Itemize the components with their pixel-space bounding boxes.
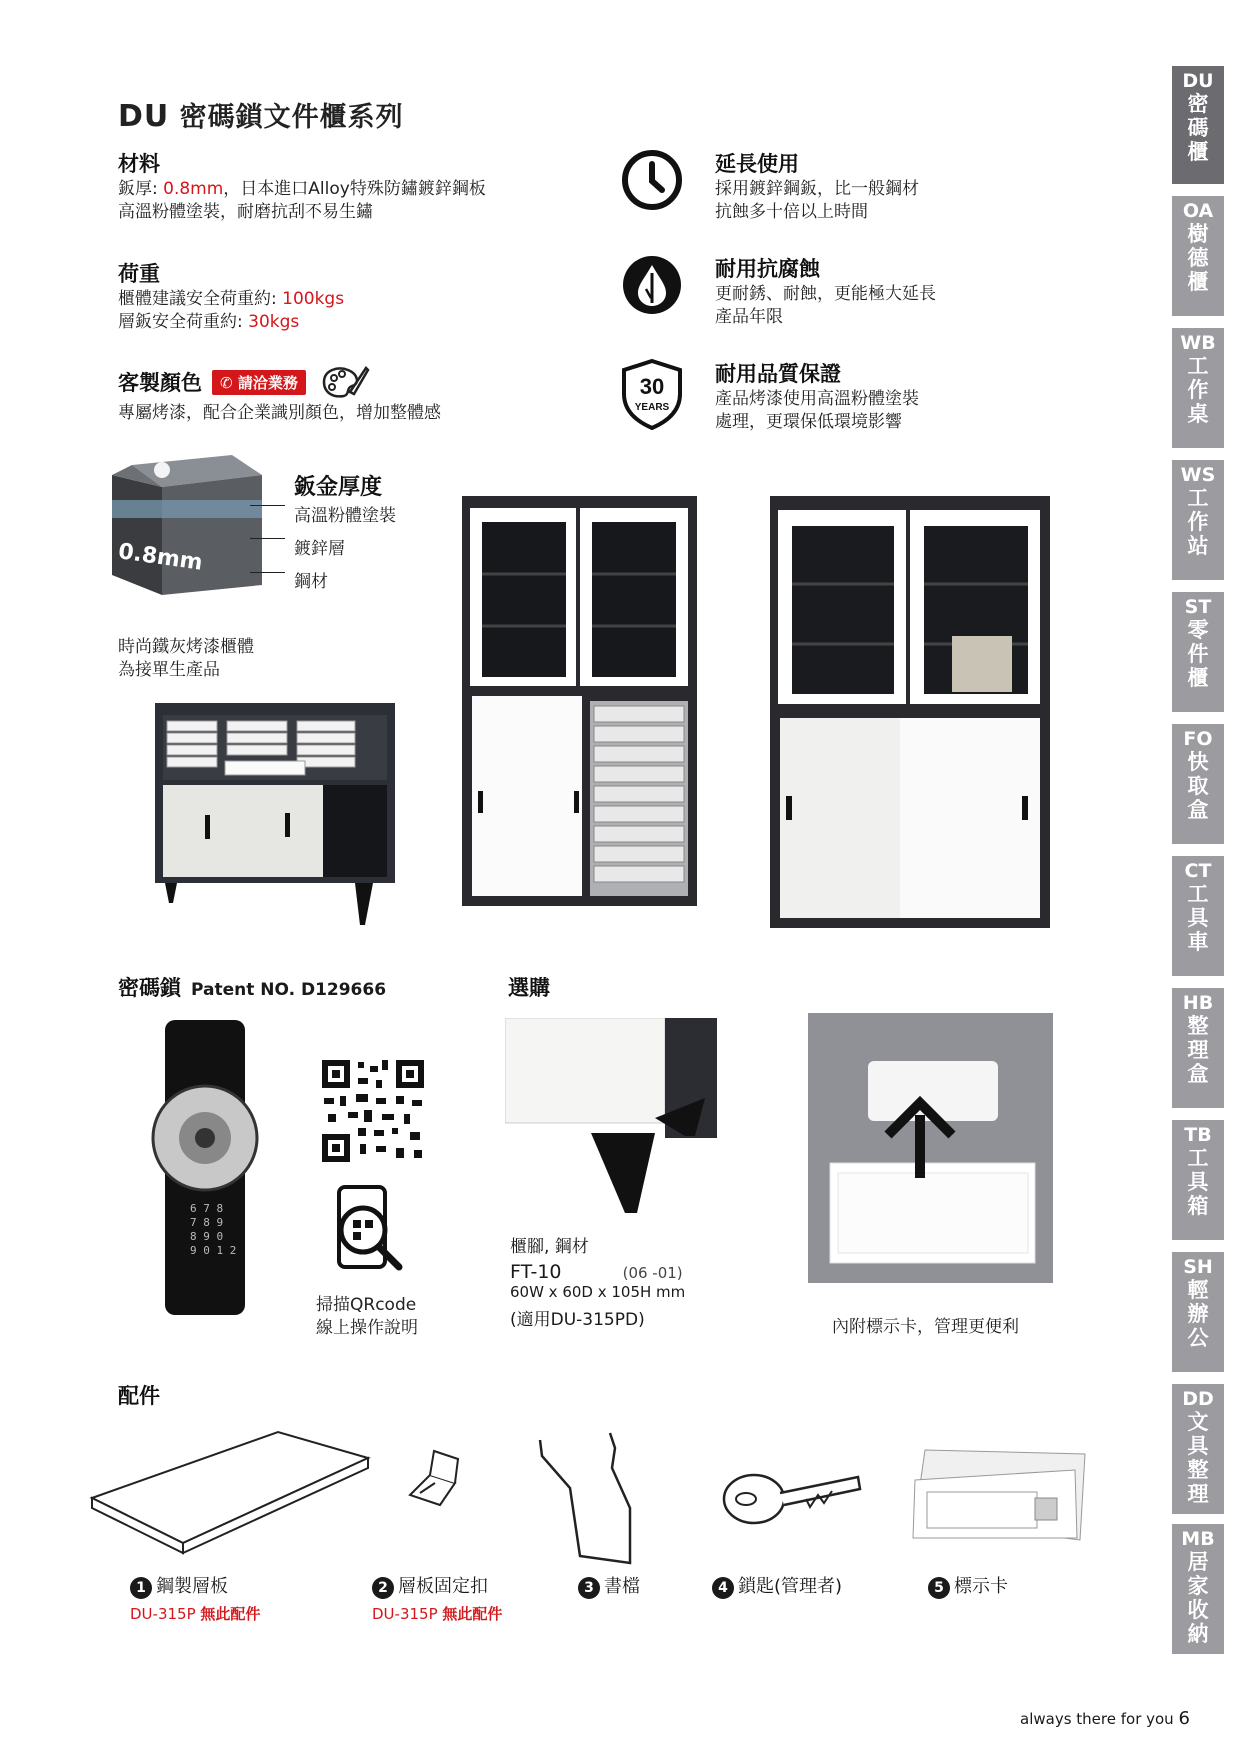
anti-corrosion-icon [620,253,684,317]
sidebar-tab-wb[interactable]: WB 工作桌 [1172,328,1224,448]
cabinet-leg-image [505,1018,720,1213]
material-line2: 高溫粉體塗裝，耐磨抗刮不易生鏽 [118,202,373,222]
material-heading: 材料 [118,152,160,176]
palette-icon [316,362,370,402]
sidebar-tab-fo[interactable]: FO 快取盒 [1172,724,1224,844]
sidebar-tab-dd[interactable]: DD 文具整理 [1172,1384,1224,1514]
leader-line [250,505,285,506]
accessory-item-2: 2 層板固定扣 DU-315P 無此配件 [372,1576,503,1623]
clock-icon [620,148,684,212]
label-card-image [808,1013,1053,1283]
30-years-icon [620,358,684,430]
contact-sales-tag: ✆ 請洽業務 [212,370,306,395]
accessory-item-5: 5 標示卡 [928,1572,1008,1599]
sidebar-tab-hb[interactable]: HB 整理盒 [1172,988,1224,1108]
lock-heading-row: 密碼鎖 Patent NO. D129666 [118,976,387,1000]
thickness-legend: 鈑金厚度 高溫粉體塗裝 鍍鋅層 鋼材 [294,475,396,592]
qr-code[interactable] [320,1058,426,1164]
accessory-item-4: 4 鎖匙(管理者) [712,1572,842,1599]
svg-text:YEARS: YEARS [634,402,670,413]
sidebar-tab-oa[interactable]: OA 樹德櫃 [1172,196,1224,316]
cabinet-low-drawer-image [155,703,400,928]
cabinet-glass-sliding-image [770,496,1055,931]
bookend-illustration [530,1428,670,1568]
sidebar-tab-st[interactable]: ST 零件櫃 [1172,592,1224,712]
scan-qr-icon [325,1185,415,1280]
sidebar-tab-ws[interactable]: WS 工作站 [1172,460,1224,580]
sidebar-tab-sh[interactable]: SH 輕辦公 [1172,1252,1224,1372]
option-heading: 選購 [508,976,550,1000]
patent-number: Patent NO. D129666 [191,980,387,1000]
load-line2: 層鈑安全荷重約: 30kgs [118,312,300,332]
sidebar-tab-ct[interactable]: CT 工具車 [1172,856,1224,976]
label-card-illustration [905,1440,1090,1550]
sidebar-tab-mb[interactable]: MB 居家收納 [1172,1524,1224,1654]
page-title: DU 密碼鎖文件櫃系列 [118,99,404,134]
key-illustration [718,1455,868,1535]
phone-icon: ✆ [220,373,233,392]
sidebar-tab-tb[interactable]: TB 工具箱 [1172,1120,1224,1240]
lock-keypad: 6 7 8 7 8 9 8 9 0 9 0 1 2 [190,1202,237,1257]
accessories-heading: 配件 [118,1384,160,1408]
footer [1020,1708,1190,1729]
load-heading: 荷重 [118,262,160,286]
accessory-item-3: 3 書檔 [578,1572,640,1599]
svg-text:30: 30 [639,374,665,399]
accessory-item-1: 1 鋼製層板 DU-315P 無此配件 [130,1576,261,1623]
load-line1: 櫃體建議安全荷重約: 100kgs [118,289,345,309]
combination-lock-image [150,1020,270,1320]
shelf-clip-illustration [400,1445,470,1520]
cabinet-glass-drawer-image [462,496,702,911]
leader-line [250,572,285,573]
feature-custom-color [118,362,638,425]
page-number: 6 [1178,1708,1190,1729]
material-line1: 鈑厚: 0.8mm，日本進口Alloy特殊防鏽鍍鋅鋼板 [118,179,486,199]
sheet-metal-layers-illustration [112,445,272,605]
qr-caption: 掃描QRcode 線上操作說明 [316,1295,418,1338]
custom-color-heading: 客製顏色 [118,371,202,395]
feature-load [118,258,638,334]
leg-spec: 櫃腳, 鋼材 FT-10 (06 -01) 60W x 60D x 105H mm (適用DU-315PD) [510,1237,686,1330]
feature-material [118,148,638,224]
steel-shelf-illustration [88,1428,373,1558]
label-card-caption: 內附標示卡，管理更便利 [832,1317,1019,1337]
footer-tagline: always there for you [1020,1710,1174,1728]
leader-line [250,538,285,539]
custom-product-note: 時尚鐵灰烤漆櫃體 為接單生產品 [118,637,254,680]
sidebar-tab-du[interactable]: DU 密碼櫃 [1172,66,1224,184]
custom-color-line1: 專屬烤漆，配合企業識別顏色，增加整體感 [118,403,441,423]
thickness-value: 0.8mm [116,539,205,576]
